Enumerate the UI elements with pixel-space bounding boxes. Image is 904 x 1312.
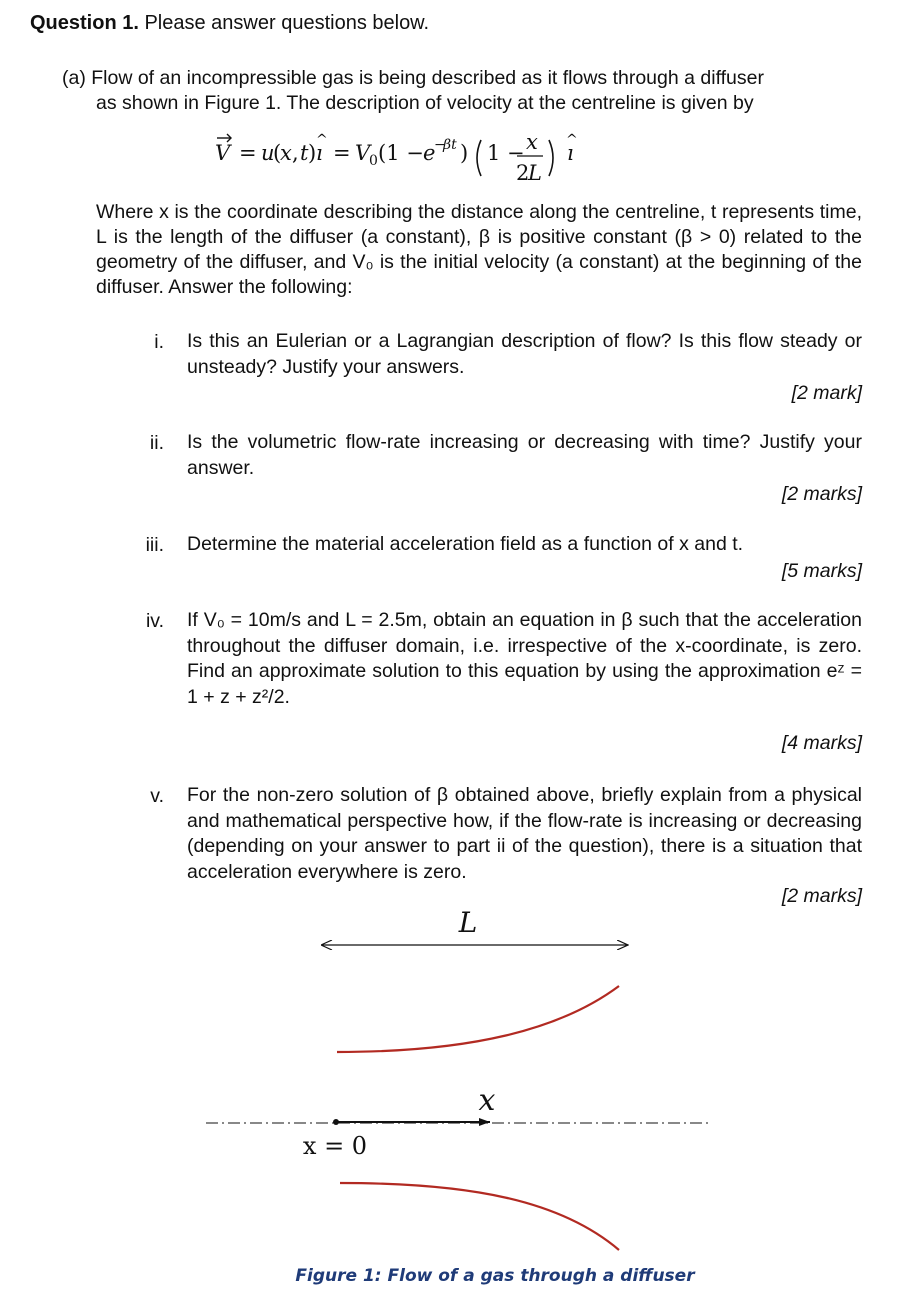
svg-text:V: V <box>215 141 231 165</box>
part-a-intro-line2: as shown in Figure 1. The description of velocity at the centreline is given by <box>96 92 754 114</box>
svg-text:2: 2 <box>516 161 530 185</box>
svg-text:^: ^ <box>316 132 328 148</box>
diffuser-upper-wall <box>337 986 619 1052</box>
marks-label: [2 mark] <box>791 382 862 404</box>
svg-text:,: , <box>292 141 299 165</box>
svg-text:−: − <box>434 137 446 153</box>
figure-caption: Figure 1: Flow of a gas through a diffuser <box>295 1266 695 1286</box>
item-number: i. <box>154 331 164 353</box>
item-text: Is this an Eulerian or a Lagrangian description of flow? Is this flow steady or unsteady? Justify your answers. <box>187 330 862 378</box>
svg-text:): ) <box>460 141 469 165</box>
item-number: iii. <box>145 534 164 556</box>
svg-text:ı: ı <box>316 141 323 165</box>
item-text: Determine the material acceleration field as a function of x and t. <box>187 533 744 555</box>
velocity-equation-graphic <box>215 128 775 188</box>
item-number: ii. <box>149 432 164 454</box>
svg-text:1 −: 1 − <box>487 141 525 165</box>
svg-text:x: x <box>526 130 538 154</box>
svg-text:(: ( <box>273 141 282 165</box>
svg-text:=: = <box>333 141 351 165</box>
velocity-equation <box>215 128 775 188</box>
question-instruction: Please answer questions below. <box>138 12 430 34</box>
svg-text:=: = <box>239 141 257 165</box>
svg-text:x: x <box>280 141 292 165</box>
svg-text:t: t <box>300 141 309 165</box>
marks-label: [4 marks] <box>781 732 862 754</box>
svg-text:L: L <box>528 161 542 185</box>
svg-text:e: e <box>423 141 436 165</box>
svg-text:^: ^ <box>566 132 578 148</box>
item-text: Is the volumetric flow-rate increasing or decreasing with time? Justify your answer. <box>187 431 862 479</box>
item-text: For the non-zero solution of β obtained above, briefly explain from a physical and mathematical perspective how, if the flow-rate is increasing or decreasing (depending on your answer to part ii of the question), there is a situation that acceleration everywhere is zero. <box>187 784 862 883</box>
marks-label: [2 marks] <box>781 885 862 907</box>
item-number: v. <box>150 785 164 807</box>
figure-diffuser <box>0 900 904 1260</box>
question-number: Question 1. <box>30 12 139 34</box>
x-label: x <box>478 1083 496 1118</box>
item-number: iv. <box>145 610 164 632</box>
svg-text:V: V <box>355 141 371 165</box>
svg-text:): ) <box>308 141 317 165</box>
marks-label: [5 marks] <box>781 560 862 582</box>
svg-text:βt: βt <box>443 137 457 153</box>
part-a-intro-line1: (a) Flow of an incompressible gas is being described as it flows through a diffuser <box>62 67 764 89</box>
part-a-description: Where x is the coordinate describing the distance along the centreline, t represents time, L is the length of the diffuser (a constant), β is positive constant (β > 0) related to the geometry of the diffuser, and V₀ is the initial velocity (a constant) at the beginning of the diffuser. Answer the following: <box>96 201 862 298</box>
diffuser-lower-wall <box>340 1183 619 1250</box>
marks-label: [2 marks] <box>781 483 862 505</box>
svg-text:ı: ı <box>567 141 574 165</box>
length-label: L <box>458 906 478 939</box>
svg-text:0: 0 <box>369 153 378 169</box>
diffuser-diagram <box>0 900 904 1260</box>
svg-text:u: u <box>261 141 275 165</box>
svg-text:(1 −: (1 − <box>378 141 424 165</box>
question-heading <box>30 12 429 35</box>
item-text: If V₀ = 10m/s and L = 2.5m, obtain an equation in β such that the acceleration throughout the diffuser domain, i.e. irrespective of the x-coordinate, is zero. Find an approximate solution to this equation by using the approximation eᶻ = 1 + z + z²/2. <box>187 609 862 708</box>
origin-label: x = 0 <box>302 1132 368 1160</box>
